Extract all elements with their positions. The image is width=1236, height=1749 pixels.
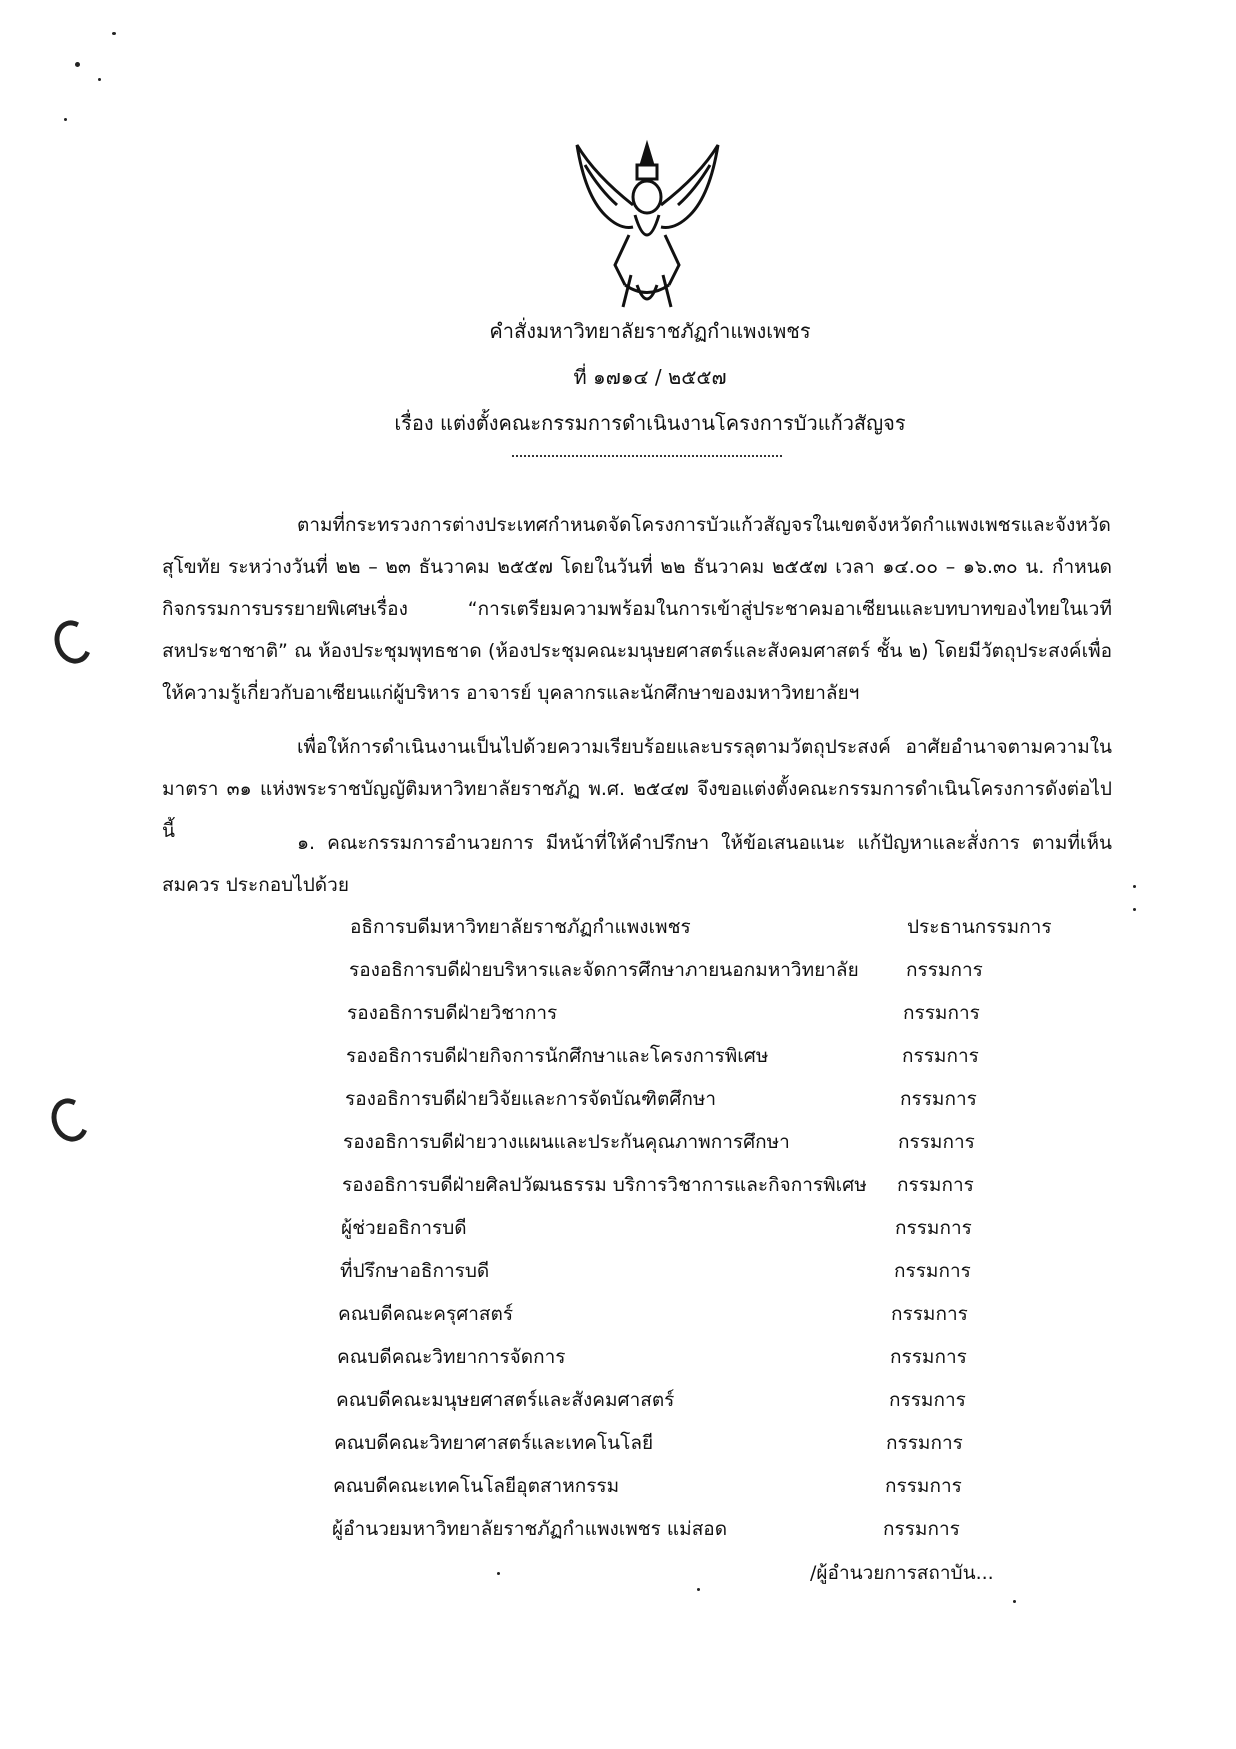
paragraph-1-first-line: ตามที่กระทรวงการต่างประเทศกำหนดจัดโครงการบัวแก้วสัญจรในเขตจังหวัดกำแพงเพชรและจังหวัด: [297, 514, 1111, 536]
committee-member-row: [345, 1084, 1065, 1114]
committee-member-row: [342, 1170, 1062, 1200]
committee-member-row: [350, 912, 1070, 942]
paragraph-3: [162, 822, 1112, 906]
paragraph-2-text: มาตรา ๓๑ แห่งพระราชบัญญัติมหาวิทยาลัยราชภัฏ พ.ศ. ๒๕๔๗ จึงขอแต่งตั้งคณะกรรมการดำเนินโครงการดังต่อไปนี้: [162, 778, 1112, 842]
paragraph-1: [162, 504, 1112, 714]
committee-member-row: [333, 1471, 1053, 1501]
order-subject: เรื่อง แต่งตั้งคณะกรรมการดำเนินงานโครงการบัวแก้วสัญจร: [394, 411, 906, 435]
scan-speck: [112, 32, 116, 35]
committee-member-role: กรรมการ: [885, 1475, 962, 1497]
committee-member-role: กรรมการ: [890, 1346, 967, 1368]
committee-member-name: คณบดีคณะเทคโนโลยีอุตสาหกรรม: [333, 1475, 620, 1497]
committee-member-role: กรรมการ: [898, 1131, 975, 1153]
committee-member-name: รองอธิการบดีฝ่ายกิจการนักศึกษาและโครงการพิเศษ: [346, 1045, 769, 1067]
committee-member-name: คณบดีคณะวิทยาการจัดการ: [337, 1346, 566, 1368]
continuation-note: /ผู้อำนวยการสถาบัน...: [810, 1562, 994, 1584]
committee-member-role: กรรมการ: [900, 1088, 977, 1110]
committee-member-role: กรรมการ: [889, 1389, 966, 1411]
committee-member-name: รองอธิการบดีฝ่ายบริหารและจัดการศึกษาภายนอกมหาวิทยาลัย: [349, 959, 859, 981]
committee-member-row: [337, 1342, 1057, 1372]
committee-member-name: ที่ปรึกษาอธิการบดี: [340, 1260, 490, 1282]
scan-speck: [1133, 885, 1136, 888]
committee-member-role: กรรมการ: [894, 1260, 971, 1282]
committee-member-name: รองอธิการบดีฝ่ายวิจัยและการจัดบัณฑิตศึกษา: [345, 1088, 717, 1110]
committee-member-name: ผู้ช่วยอธิการบดี: [341, 1217, 467, 1239]
committee-member-name: รองอธิการบดีฝ่ายศิลปวัฒนธรรม บริการวิชาการและกิจการพิเศษ: [342, 1174, 867, 1196]
committee-member-row: [332, 1514, 1052, 1544]
committee-member-name: คณบดีคณะมนุษยศาสตร์และสังคมศาสตร์: [336, 1389, 675, 1411]
committee-member-role: กรรมการ: [891, 1303, 968, 1325]
committee-member-row: [334, 1428, 1054, 1458]
committee-member-row: [343, 1127, 1063, 1157]
committee-member-role: ประธานกรรมการ: [907, 916, 1052, 938]
committee-member-role: กรรมการ: [903, 1002, 980, 1024]
scan-speck: [497, 1572, 500, 1575]
committee-member-row: [340, 1256, 1060, 1286]
scan-speck: [98, 78, 101, 81]
committee-member-row: [336, 1385, 1056, 1415]
committee-member-name: อธิการบดีมหาวิทยาลัยราชภัฏกำแพงเพชร: [350, 916, 691, 938]
committee-member-row: [338, 1299, 1058, 1329]
committee-member-role: กรรมการ: [897, 1174, 974, 1196]
scan-speck: [1013, 1600, 1016, 1603]
committee-member-row: [346, 1041, 1066, 1071]
committee-member-name: คณบดีคณะครุศาสตร์: [338, 1303, 514, 1325]
paragraph-2-first-line: เพื่อให้การดำเนินงานเป็นไปด้วยความเรียบร้อยและบรรลุตามวัตถุประสงค์ อาศัยอำนาจตามความใน: [297, 736, 1112, 758]
committee-member-role: กรรมการ: [883, 1518, 960, 1540]
committee-member-name: รองอธิการบดีฝ่ายวิชาการ: [347, 1002, 558, 1024]
committee-member-name: ผู้อำนวยมหาวิทยาลัยราชภัฏกำแพงเพชร แม่สอด: [332, 1518, 728, 1540]
garuda-emblem-icon: [565, 135, 730, 315]
committee-member-role: กรรมการ: [886, 1432, 963, 1454]
committee-member-role: กรรมการ: [902, 1045, 979, 1067]
committee-member-row: [349, 955, 1069, 985]
committee-member-name: คณบดีคณะวิทยาศาสตร์และเทคโนโลยี: [334, 1432, 654, 1454]
committee-member-row: [341, 1213, 1061, 1243]
scan-speck: [697, 1588, 700, 1591]
order-number: ที่ ๑๗๑๔ / ๒๕๕๗: [573, 365, 727, 389]
paragraph-1-text: สุโขทัย ระหว่างวันที่ ๒๒ – ๒๓ ธันวาคม ๒๕๕๗ โดยในวันที่ ๒๒ ธันวาคม ๒๕๕๗ เวลา ๑๔.๐๐ – ๑๖.๓๐ น. กำหนดกิจกรรมการบรรยายพิเศษเรื่อง “การเตรียมความพร้อมในการเข้าสู่ประชาคมอาเซียนและบทบาทของไทยในเวทีสหประชาชาติ” ณ ห้องประชุมพุทธชาด (ห้องประชุมคณะมนุษยศาสตร์และสังคมศาสตร์ ชั้น ๒) โดยมีวัตถุประสงค์เพื่อให้ความรู้เกี่ยวกับอาเซียนแก่ผู้บริหาร อาจารย์ บุคลากรและนักศึกษาของมหาวิทยาลัยฯ: [162, 556, 1112, 704]
paragraph-3-text: ตามที่เห็นสมควร ประกอบไปด้วย: [162, 832, 1112, 896]
order-title: คำสั่งมหาวิทยาลัยราชภัฏกำแพงเพชร: [489, 319, 811, 343]
scan-speck: [75, 62, 80, 67]
scan-speck: [64, 118, 67, 121]
committee-member-name: รองอธิการบดีฝ่ายวางแผนและประกันคุณภาพการศึกษา: [343, 1131, 790, 1153]
committee-member-role: กรรมการ: [895, 1217, 972, 1239]
separator-dots: [512, 455, 782, 457]
committee-member-role: กรรมการ: [906, 959, 983, 981]
paragraph-3-first-line: ๑. คณะกรรมการอำนวยการ มีหน้าที่ให้คำปรึกษา ให้ข้อเสนอแนะ แก้ปัญหาและสั่งการ: [297, 832, 1020, 854]
committee-member-row: [347, 998, 1067, 1028]
punch-hole-mark: [46, 1093, 95, 1147]
punch-hole-mark: [49, 615, 98, 669]
scan-speck: [1133, 908, 1136, 911]
